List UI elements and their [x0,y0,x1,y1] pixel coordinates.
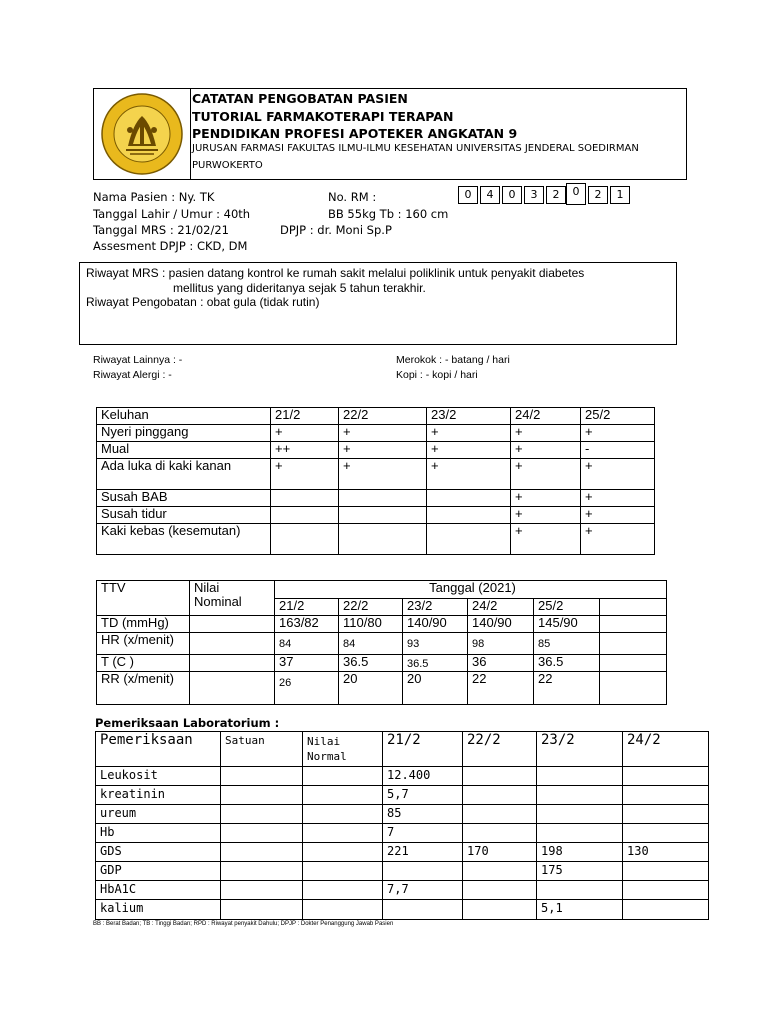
table-cell: 36.5 [339,655,403,672]
table-cell: 84 [275,633,339,655]
table-cell: Nyeri pinggang [97,425,271,442]
rm-digit: 4 [480,186,500,204]
table-cell [271,490,339,507]
table-cell: RR (x/menit) [97,672,190,705]
table-cell: ++ [271,442,339,459]
table-cell: + [427,442,511,459]
table-cell: Mual [97,442,271,459]
table-cell: 22 [534,672,600,705]
table-header-cell: 25/2 [581,408,655,425]
table-cell: 110/80 [339,616,403,633]
table-cell [339,507,427,524]
table-cell: + [511,490,581,507]
header-department: JURUSAN FARMASI FAKULTAS ILMU-ILMU KESEHATAN UNIVERSITAS JENDERAL SOEDIRMAN [192,143,639,154]
table-cell [303,862,383,881]
ttv-table [96,580,667,705]
rm-digit: 1 [610,186,630,204]
table-cell [303,900,383,920]
table-cell: + [581,490,655,507]
table-cell [463,881,537,900]
patient-assesment: Assesment DPJP : CKD, DM [93,239,248,253]
table-header-cell: 23/2 [427,408,511,425]
table-cell: 145/90 [534,616,600,633]
table-cell: T (C ) [97,655,190,672]
table-cell [600,655,667,672]
header-subtitle: TUTORIAL FARMAKOTERAPI TERAPAN [192,109,454,124]
table-header-cell: 21/2 [271,408,339,425]
table-cell: 98 [468,633,534,655]
table-cell [427,507,511,524]
table-header-cell: 21/2 [275,598,339,616]
table-cell [463,805,537,824]
table-cell [600,672,667,705]
table-cell: HR (x/menit) [97,633,190,655]
patient-name: Nama Pasien : Ny. TK [93,190,215,204]
table-row [96,767,709,786]
table-row [97,442,655,459]
table-cell [537,824,623,843]
table-cell [221,824,303,843]
table-cell: GDS [96,843,221,862]
table-row [96,786,709,805]
table-header-cell: 23/2 [537,732,623,767]
table-cell [383,900,463,920]
header-city: PURWOKERTO [192,160,263,171]
table-cell: 7 [383,824,463,843]
table-cell: + [581,524,655,555]
table-cell: 84 [339,633,403,655]
patient-bb-tb: BB 55kg Tb : 160 cm [328,207,449,221]
table-cell [190,655,275,672]
table-cell: 85 [383,805,463,824]
table-cell: Ada luka di kaki kanan [97,459,271,490]
table-row [97,672,667,705]
table-cell [303,786,383,805]
table-cell: Susah BAB [97,490,271,507]
table-header-cell: TTV [97,581,190,616]
table-cell [303,843,383,862]
table-row [97,655,667,672]
lab-title: Pemeriksaan Laboratorium : [95,716,280,730]
table-cell: - [581,442,655,459]
table-row [97,633,667,655]
document-header [93,88,687,180]
table-cell [339,490,427,507]
table-header-cell [600,598,667,616]
rm-digit: 0 [502,186,522,204]
table-header-cell: 24/2 [623,732,709,767]
table-cell: + [511,425,581,442]
table-cell [271,524,339,555]
table-cell: 37 [275,655,339,672]
table-cell [271,507,339,524]
table-cell: kreatinin [96,786,221,805]
table-cell: TD (mmHg) [97,616,190,633]
logo-cell [94,89,191,179]
table-row [96,900,709,920]
table-cell: 140/90 [403,616,468,633]
table-header-cell: 24/2 [511,408,581,425]
table-cell: + [427,425,511,442]
riwayat-lainnya: Riwayat Lainnya : - [93,354,183,366]
table-cell [623,824,709,843]
table-cell [463,767,537,786]
table-cell: + [339,459,427,490]
table-cell: kalium [96,900,221,920]
table-cell: + [581,507,655,524]
table-header-cell [190,581,275,616]
table-cell: 7,7 [383,881,463,900]
rm-digit: 0 [566,183,586,205]
table-cell [623,786,709,805]
table-cell: 5,7 [383,786,463,805]
table-cell: 26 [275,672,339,705]
table-header-cell [303,732,383,767]
table-cell [190,633,275,655]
table-cell: + [271,425,339,442]
table-cell [303,881,383,900]
table-cell: + [511,459,581,490]
table-cell [190,616,275,633]
table-cell: 20 [339,672,403,705]
table-cell [427,524,511,555]
table-cell [623,900,709,920]
table-header-cell: 21/2 [383,732,463,767]
rm-digit: 3 [524,186,544,204]
table-header-cell: 22/2 [463,732,537,767]
table-cell [303,805,383,824]
table-header-cell: 22/2 [339,598,403,616]
table-cell [221,767,303,786]
table-row [97,507,655,524]
table-cell [463,900,537,920]
table-header-cell: Pemeriksaan [96,732,221,767]
table-cell [221,881,303,900]
table-header-cell: Satuan [221,732,303,767]
patient-mrs-date: Tanggal MRS : 21/02/21 [93,223,230,237]
table-header-cell: 25/2 [534,598,600,616]
riwayat-pengobatan: Riwayat Pengobatan : obat gula (tidak rutin) [86,295,320,309]
table-cell [623,881,709,900]
table-cell: 170 [463,843,537,862]
table-cell [537,767,623,786]
table-cell: HbA1C [96,881,221,900]
header-title: CATATAN PENGOBATAN PASIEN [192,91,408,106]
rm-digit: 0 [458,186,478,204]
table-cell: ureum [96,805,221,824]
riwayat-mrs: Riwayat MRS : pasien datang kontrol ke rumah sakit melalui poliklinik untuk penyakit diabetes [86,266,585,280]
table-cell: Susah tidur [97,507,271,524]
table-cell [623,862,709,881]
no-rm-label: No. RM : [328,190,377,204]
table-row [97,490,655,507]
nominal-label: Nominal [194,594,242,609]
kopi: Kopi : - kopi / hari [396,369,478,381]
table-cell [537,786,623,805]
table-cell: 12.400 [383,767,463,786]
table-cell: 85 [534,633,600,655]
riwayat-alergi: Riwayat Alergi : - [93,369,172,381]
table-cell: 20 [403,672,468,705]
table-row [96,805,709,824]
table-cell: GDP [96,862,221,881]
table-cell: 175 [537,862,623,881]
table-cell [600,616,667,633]
table-header-row [96,732,709,767]
table-cell: + [581,425,655,442]
university-logo [100,92,184,176]
table-row [97,425,655,442]
table-header-cell: 23/2 [403,598,468,616]
table-row [96,881,709,900]
nilai-label: Nilai [194,580,220,595]
table-header-row [97,581,667,599]
nilai-label: Nilai [307,735,341,748]
table-cell: Leukosit [96,767,221,786]
table-cell [190,672,275,705]
table-cell: Kaki kebas (kesemutan) [97,524,271,555]
rm-digit: 2 [546,186,566,204]
table-cell [339,524,427,555]
table-cell [463,786,537,805]
table-cell: Hb [96,824,221,843]
table-cell: 36.5 [403,655,468,672]
table-row [97,459,655,490]
table-cell [623,805,709,824]
table-row [96,824,709,843]
table-cell [303,767,383,786]
table-cell: + [339,425,427,442]
table-cell [600,633,667,655]
table-row [96,862,709,881]
table-cell [623,767,709,786]
table-cell [537,805,623,824]
lab-table [95,731,709,920]
table-cell [303,824,383,843]
table-cell: + [511,524,581,555]
table-cell: 198 [537,843,623,862]
table-header-cell: 22/2 [339,408,427,425]
table-header-cell: Keluhan [97,408,271,425]
normal-label: Normal [307,750,347,763]
table-cell: + [511,507,581,524]
table-cell: 221 [383,843,463,862]
table-cell [463,824,537,843]
table-cell: 140/90 [468,616,534,633]
table-cell: + [581,459,655,490]
table-cell [221,900,303,920]
table-row [97,524,655,555]
keluhan-table [96,407,655,555]
table-cell: 5,1 [537,900,623,920]
table-cell [537,881,623,900]
table-cell: 93 [403,633,468,655]
table-cell [221,862,303,881]
table-cell [427,490,511,507]
table-header-cell: Tanggal (2021) [275,581,667,599]
table-header-row [97,408,655,425]
header-program: PENDIDIKAN PROFESI APOTEKER ANGKATAN 9 [192,126,518,141]
table-cell: 36.5 [534,655,600,672]
patient-dpjp: DPJP : dr. Moni Sp.P [280,223,392,237]
patient-birthdate: Tanggal Lahir / Umur : 40th [93,207,251,221]
footnote: BB : Berat Badan; TB : Tinggi Badan; RPD : Riwayat penyakit Dahulu; DPJP : Dokter Penanggung Jawab Pasien [93,921,394,927]
table-cell: 163/82 [275,616,339,633]
riwayat-box [79,262,677,345]
table-cell [221,843,303,862]
table-cell: + [511,442,581,459]
table-cell: + [339,442,427,459]
table-cell [383,862,463,881]
table-cell [221,805,303,824]
table-cell [463,862,537,881]
table-cell: 22 [468,672,534,705]
rm-digit: 2 [588,186,608,204]
table-cell: 130 [623,843,709,862]
table-cell [221,786,303,805]
table-cell: 36 [468,655,534,672]
table-row [97,616,667,633]
table-cell: + [427,459,511,490]
table-row [96,843,709,862]
table-header-cell: 24/2 [468,598,534,616]
merokok: Merokok : - batang / hari [396,354,510,366]
table-cell: + [271,459,339,490]
riwayat-mrs-cont: mellitus yang dideritanya sejak 5 tahun terakhir. [173,281,426,295]
